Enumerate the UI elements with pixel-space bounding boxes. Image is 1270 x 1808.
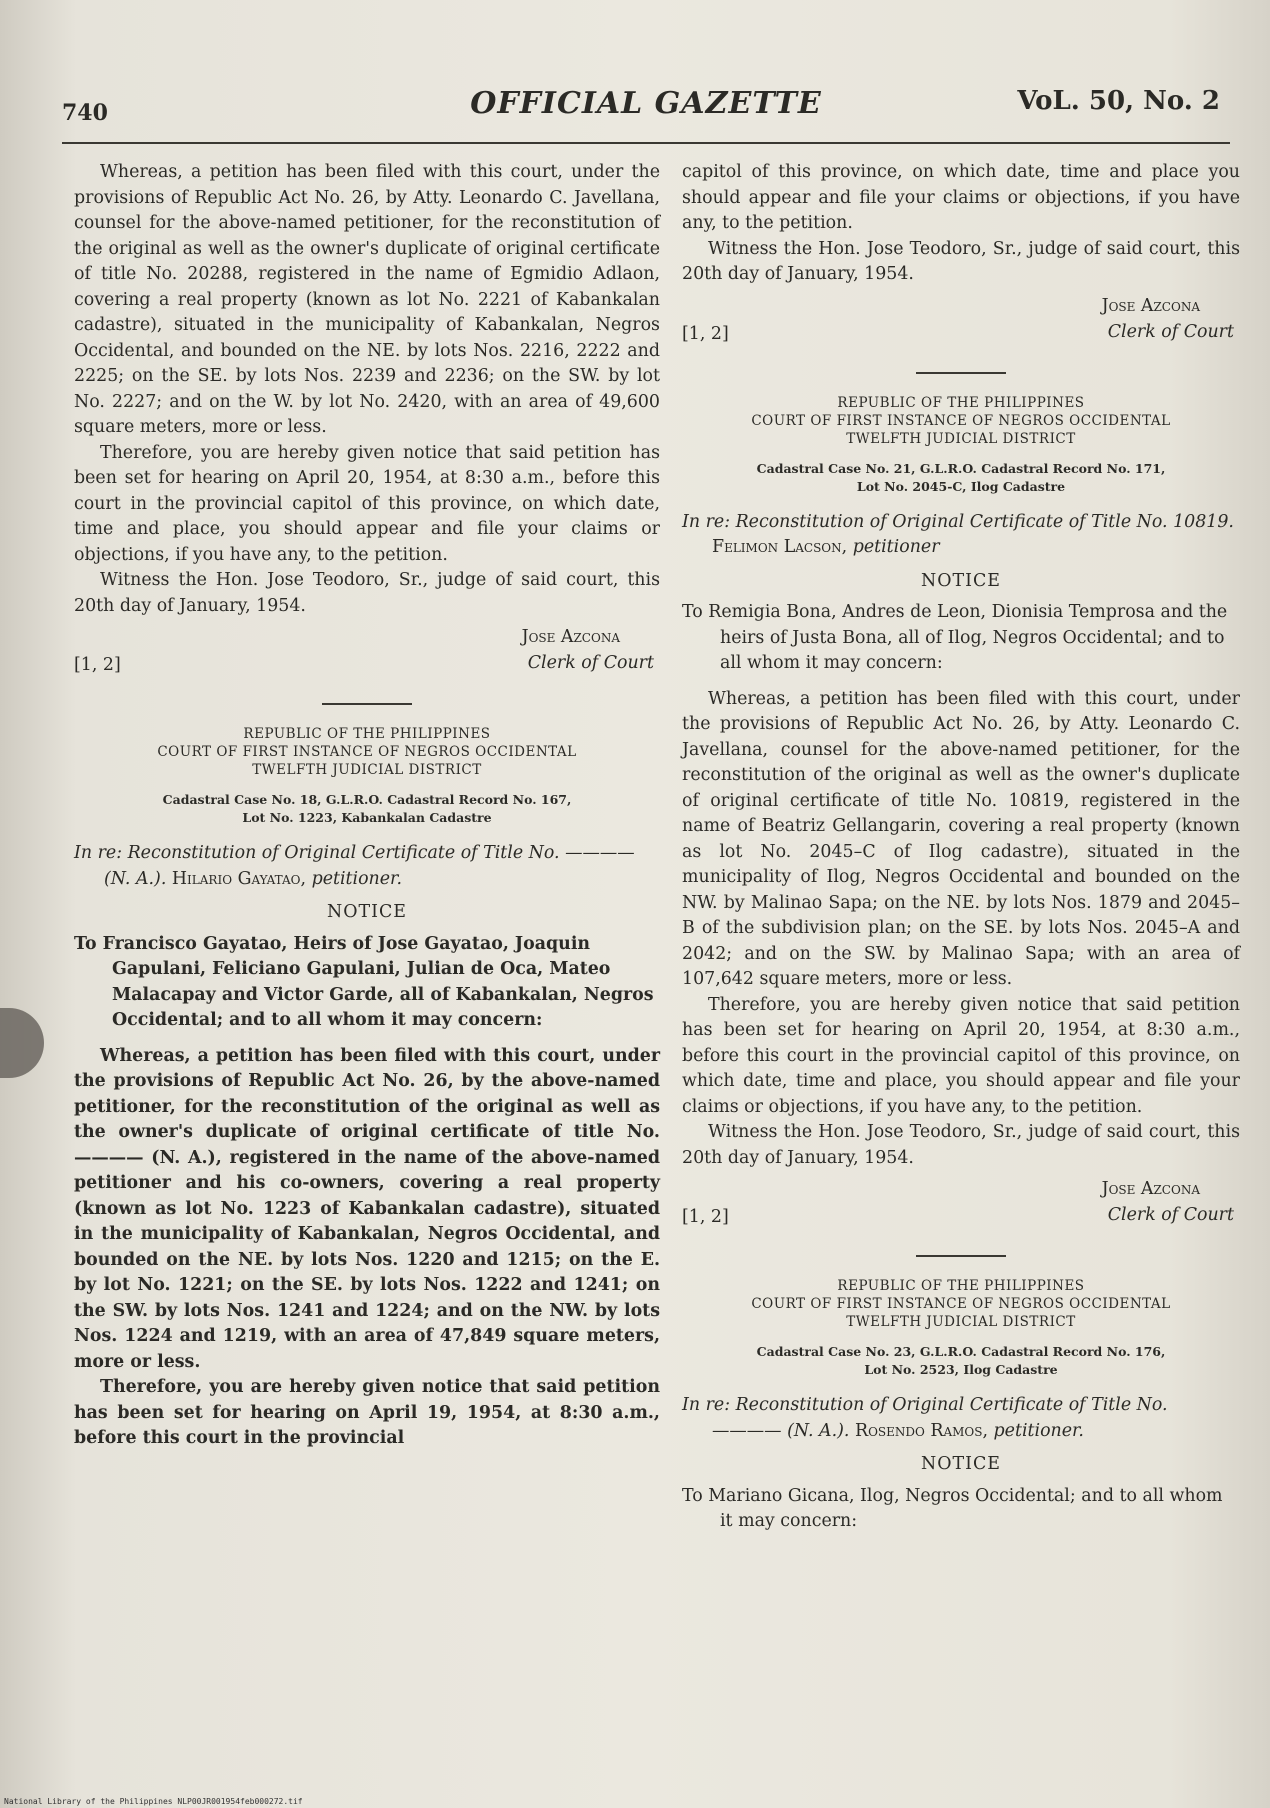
- publication-title: OFFICIAL GAZETTE: [470, 86, 822, 121]
- court-caption: [682, 1277, 1240, 1331]
- page-header: [62, 78, 1230, 138]
- signature-block: [74, 625, 660, 679]
- notice-heading: NOTICE: [327, 902, 407, 922]
- section-divider: [322, 703, 412, 705]
- paragraph: capitol of this province, on which date, time and place you should appear and file your claims or objections, if you have any, to the petition.: [682, 162, 1240, 233]
- court-caption: [74, 725, 660, 779]
- signatory-name: Jose Azcona: [1101, 1179, 1200, 1199]
- in-re-text: In re: Reconstitution of Original Certificate of Title No. ———— (N. A.).: [682, 1395, 1168, 1441]
- caption-line: REPUBLIC OF THE PHILIPPINES: [243, 726, 491, 742]
- paragraph: Therefore, you are hereby given notice that said petition has been set for hearing on April 20, 1954, at 8:30 a.m., before this court in the provincial capitol of this province, on which date, time and place, you should appear and file your claims or objections, if you have any, to the petition.: [74, 442, 660, 565]
- caption-line: TWELFTH JUDICIAL DISTRICT: [252, 762, 482, 778]
- case-line: Cadastral Case No. 23, G.L.R.O. Cadastral Record No. 176,: [756, 1344, 1166, 1359]
- case-reference: [682, 460, 1240, 496]
- paragraph: Witness the Hon. Jose Teodoro, Sr., judge of said court, this 20th day of January, 1954.: [682, 238, 1240, 284]
- addressee: To Mariano Gicana, Ilog, Negros Occidental; and to all whom it may concern:: [682, 1485, 1223, 1531]
- in-re-line: [682, 510, 1240, 561]
- case-line: Lot No. 2045-C, Ilog Cadastre: [856, 478, 1066, 494]
- in-re-line: [74, 841, 660, 892]
- in-re-text: In re: Reconstitution of Original Certificate of Title No. 10819.: [682, 511, 1234, 532]
- left-column: [74, 160, 660, 1452]
- thumb-shadow: [0, 1008, 44, 1078]
- section-divider: [916, 1255, 1006, 1257]
- caption-line: COURT OF FIRST INSTANCE OF NEGROS OCCIDENTAL: [157, 744, 577, 760]
- petitioner-name: Felimon Lacson,: [712, 537, 848, 557]
- issue-reference: [1, 2]: [682, 1207, 729, 1227]
- caption-line: REPUBLIC OF THE PHILIPPINES: [837, 1278, 1085, 1294]
- in-re-line: [682, 1393, 1240, 1444]
- signatory-role: Clerk of Court: [1107, 1205, 1234, 1225]
- caption-line: TWELFTH JUDICIAL DISTRICT: [846, 430, 1076, 447]
- petitioner-label: petitioner: [852, 537, 940, 557]
- signatory-name: Jose Azcona: [1101, 295, 1200, 316]
- notice-heading: NOTICE: [921, 1454, 1001, 1474]
- paragraph: Whereas, a petition has been filed with this court, under the provisions of Republic Act No. 26, by Atty. Leonardo C. Javellana, counsel for the above-named petitioner, for the reconstitution of the original as well as the owner's duplicate of original certificate of title No. 20288, registered in the name of Egmidio Adlaon, covering a real property (known as lot No. 2221 of Kabankalan cadastre), situated in the municipality of Kabankalan, Negros Occidental, and bounded on the NE. by lots Nos. 2216, 2222 and 2225; on the SE. by lots Nos. 2239 and 2236; on the SW. by lot No. 2227; and on the W. by lot No. 2420, with an area of 49,600 square meters, more or less.: [74, 162, 660, 437]
- case-line: Cadastral Case No. 21, G.L.R.O. Cadastral Record No. 171,: [756, 460, 1166, 476]
- case-line: Cadastral Case No. 18, G.L.R.O. Cadastral Record No. 167,: [162, 792, 572, 807]
- petitioner-name: Rosendo Ramos,: [854, 1420, 989, 1441]
- caption-line: REPUBLIC OF THE PHILIPPINES: [837, 394, 1085, 411]
- signature-block: [682, 294, 1240, 348]
- caption-line: COURT OF FIRST INSTANCE OF NEGROS OCCIDENTAL: [751, 412, 1171, 429]
- case-line: Lot No. 1223, Kabankalan Cadastre: [242, 810, 492, 825]
- petitioner-name: Hilario Gayatao,: [171, 868, 307, 889]
- paragraph: Whereas, a petition has been filed with this court, under the provisions of Republic Act No. 26, by the above-named petitioner, for the reconstitution of the original as well as the owner's duplicate of original certificate of title No. ———— (N. A.), registered in the name of the above-named petitioner and his co-owners, covering a real property (known as lot No. 1223 of Kabankalan cadastre), situated in the municipality of Kabankalan, Negros Occidental, and bounded on the NE. by lots Nos. 1220 and 1215; on the E. by lot No. 1221; on the SE. by lots Nos. 1222 and 1241; on the SW. by lots Nos. 1241 and 1224; and on the NW. by lots Nos. 1224 and 1219, with an area of 47,849 square meters, more or less.: [74, 1045, 660, 1372]
- paragraph: Whereas, a petition has been filed with this court, under the provisions of Republic Act No. 26, by Atty. Leonardo C. Javellana, counsel for the above-named petitioner, for the reconstitution of the original as well as the owner's duplicate of original certificate of title No. 10819, registered in the name of Beatriz Gellangarin, covering a real property (known as lot No. 2045–C of Ilog cadastre), situated in the municipality of Ilog, Negros Occidental and bounded on the NW. by Malinao Sapa; on the NE. by lots Nos. 1879 and 2045–B of the subdivision plan; on the SE. by lots Nos. 2045–A and 2042; and on the SW. by Malinao Sapa; with an area of 107,642 square meters, more or less.: [682, 688, 1240, 989]
- issue-reference: [1, 2]: [74, 655, 121, 675]
- page-number: 740: [62, 100, 108, 126]
- section-divider: [916, 372, 1006, 374]
- paragraph: Therefore, you are hereby given notice that said petition has been set for hearing on April 20, 1954, at 8:30 a.m., before this court in the provincial capitol of this province, on which date, time and place, you should appear and file your claims or objections, if you have any, to the petition.: [682, 994, 1240, 1117]
- case-reference: [682, 1343, 1240, 1379]
- paragraph: Therefore, you are hereby given notice that said petition has been set for hearing on April 19, 1954, at 8:30 a.m., before this court in the provincial: [74, 1377, 660, 1448]
- caption-line: COURT OF FIRST INSTANCE OF NEGROS OCCIDENTAL: [751, 1296, 1171, 1312]
- notice-body: [74, 932, 660, 1452]
- notice-heading: NOTICE: [921, 570, 1001, 591]
- case-line: Lot No. 2523, Ilog Cadastre: [864, 1362, 1058, 1377]
- issue-reference: [1, 2]: [682, 323, 729, 344]
- paragraph: Witness the Hon. Jose Teodoro, Sr., judge of said court, this 20th day of January, 1954.: [682, 1122, 1240, 1168]
- case-reference: [74, 791, 660, 827]
- petitioner-label: petitioner.: [993, 1420, 1084, 1441]
- signatory-role: Clerk of Court: [1107, 321, 1234, 342]
- scan-footer: National Library of the Philippines NLP00JR001954feb000272.tif: [4, 1797, 303, 1806]
- court-caption: [682, 394, 1240, 448]
- header-rule: [62, 142, 1230, 144]
- signatory-name: Jose Azcona: [521, 627, 620, 647]
- right-column: [682, 160, 1240, 1545]
- signature-block: [682, 1177, 1240, 1231]
- addressee: To Remigia Bona, Andres de Leon, Dionisia Temprosa and the heirs of Justa Bona, all of Ilog, Negros Occidental; and to all whom it may concern:: [682, 602, 1228, 673]
- in-re-text: In re: Reconstitution of Original Certificate of Title No. ———— (N. A.).: [74, 843, 635, 889]
- volume-number: VoL. 50, No. 2: [1017, 86, 1220, 116]
- caption-line: TWELFTH JUDICIAL DISTRICT: [846, 1314, 1076, 1330]
- addressee: To Francisco Gayatao, Heirs of Jose Gayatao, Joaquin Gapulani, Feliciano Gapulani, Julian de Oca, Mateo Malacapay and Victor Garde, all of Kabankalan, Negros Occidental; and to all whom it may concern:: [74, 933, 654, 1030]
- signatory-role: Clerk of Court: [527, 653, 654, 673]
- paragraph: Witness the Hon. Jose Teodoro, Sr., judge of said court, this 20th day of January, 1954.: [74, 570, 660, 616]
- petitioner-label: petitioner.: [311, 868, 402, 889]
